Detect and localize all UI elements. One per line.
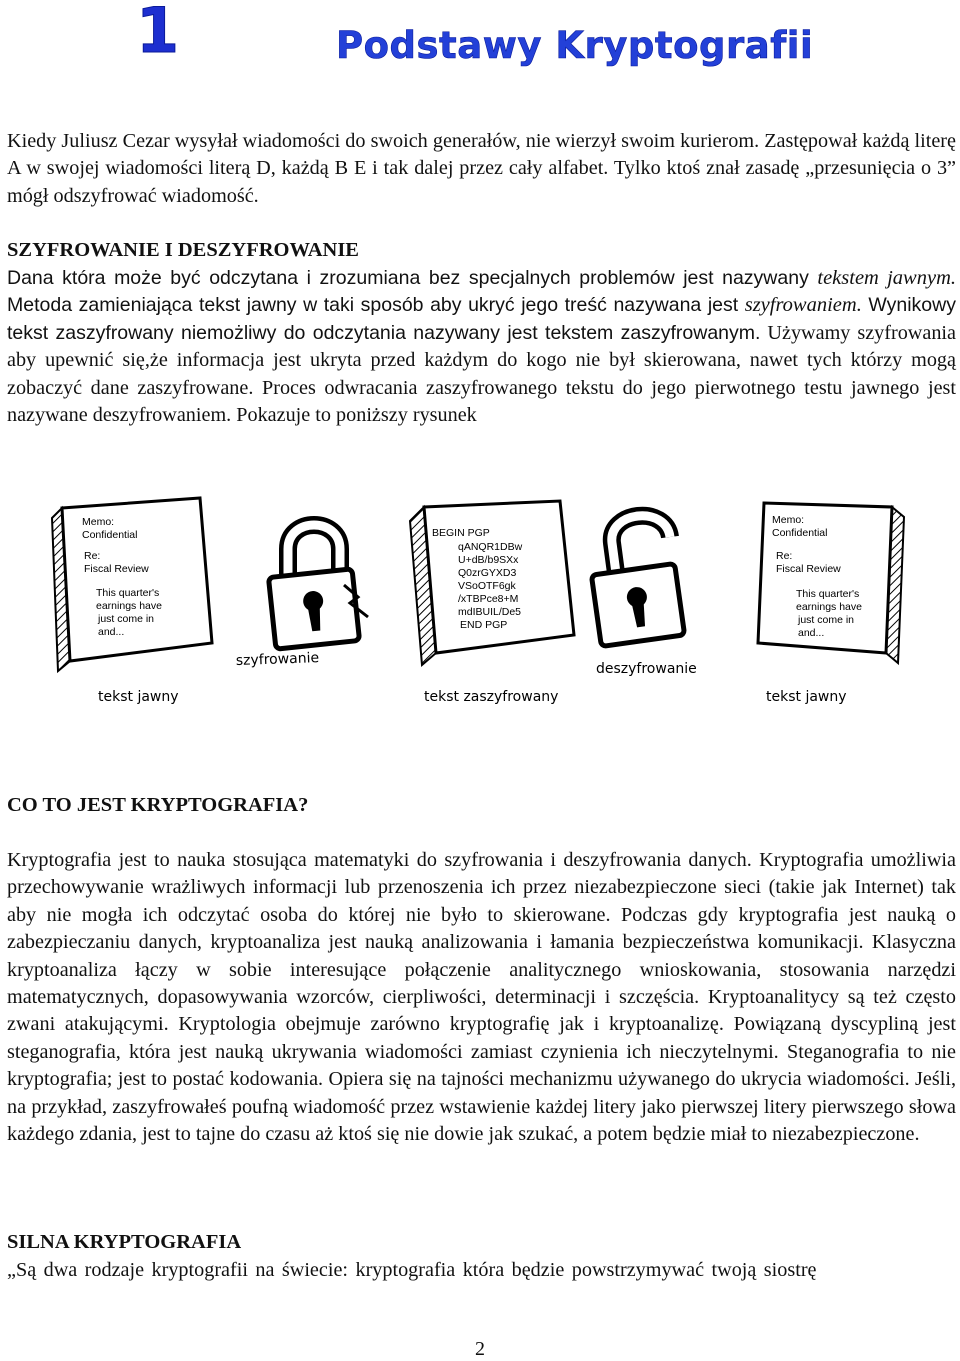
closed-lock-icon [268, 525, 368, 649]
doc-line: earnings have [96, 600, 162, 612]
intro-paragraph: Kiedy Juliusz Cezar wysyłał wiadomości do swoich generałów, nie wierzył swoim kurierom. Zastępował każdą literę A w swojej wiadomości literą D, każdą B E i tak dalej przez cały alfabet. Tylko ktoś znał zasadę „przesunięcia o 3” mógł odszyfrować wiadomość. [7, 130, 956, 207]
doc-line: This quarter's [796, 588, 860, 600]
term-plaintext: tekstem jawnym. [817, 267, 956, 289]
encryption-diagram [40, 493, 940, 723]
doc-line: Fiscal Review [776, 563, 841, 575]
doc-line: U+dB/b9SXx [458, 554, 519, 566]
doc-line: just come in [98, 613, 155, 625]
caption-plaintext-left: tekst jawny [98, 689, 179, 705]
section-heading-what-is-cryptography: CO TO JEST KRYPTOGRAFIA? [7, 794, 309, 816]
doc-line: Fiscal Review [84, 563, 149, 575]
plaintext-document-right [758, 503, 904, 663]
doc-line: and... [98, 626, 125, 638]
doc-line: /xTBPce8+M [458, 593, 519, 605]
paragraph-text: Używamy szyfrowania aby upewnić się,że informacja jest ukryta przed każdym do kogo nie był skierowana, nawet tych którzy mogą zobaczyć dane zaszyfrowane. Proces odwracania zaszyfrowanego tekstu do jego pierwotnego testu jawnego jest nazywane deszyfrowaniem. Pokazuje to poniższy rysunek [7, 321, 956, 427]
section-heading-encryption: SZYFROWANIE I DESZYFROWANIE [7, 239, 359, 261]
paragraph-text: Dana która może być odczytana i zrozumiana bez specjalnych problemów jest nazywany [7, 267, 818, 289]
doc-line: and... [798, 627, 825, 639]
label-encryption: szyfrowanie [235, 650, 320, 669]
caption-ciphertext: tekst zaszyfrowany [424, 689, 559, 705]
paragraph-text: Metoda zamieniająca tekst jawny w taki sposób aby ukryć jego treść nazywana jest [7, 294, 745, 317]
doc-line: Memo: [82, 516, 115, 528]
doc-line: qANQR1DBw [458, 541, 523, 553]
strong-cryptography-paragraph: „Są dwa rodzaje kryptografii na świecie: kryptografia która będzie powstrzymywać twoją siostrę [7, 1259, 817, 1281]
doc-line: Re: [84, 550, 101, 562]
term-encryption: szyfrowaniem. [744, 294, 862, 317]
paragraph-text: Wynikowy tekst zaszyfrowany niemożliwy do odczytania nazywany jest tekstem zaszyfrowanym. [7, 294, 956, 344]
ciphertext-document [410, 501, 574, 665]
chapter-header [0, 0, 960, 80]
doc-line: Confidential [82, 529, 138, 541]
doc-line: BEGIN PGP [432, 527, 490, 539]
open-lock-icon [591, 516, 684, 647]
doc-line: This quarter's [96, 587, 160, 599]
chapter-number: 1 [136, 0, 180, 67]
plaintext-document-left [52, 498, 212, 671]
section-heading-strong-cryptography: SILNA KRYPTOGRAFIA [7, 1231, 242, 1253]
doc-line: mdIBUIL/De5 [458, 606, 522, 618]
doc-line: VSoOTF6gk [458, 580, 516, 592]
doc-line: just come in [798, 614, 855, 626]
doc-line: Memo: [772, 514, 805, 526]
caption-plaintext-right: tekst jawny [766, 689, 847, 705]
doc-line: Re: [776, 550, 793, 562]
label-decryption: deszyfrowanie [596, 661, 697, 677]
chapter-title: Podstawy Kryptografii [336, 24, 814, 67]
doc-line: Q0zrGYXD3 [458, 567, 517, 579]
encryption-paragraph [7, 265, 956, 429]
doc-line: Confidential [772, 527, 828, 539]
page-number: 2 [475, 1338, 485, 1360]
doc-line: earnings have [796, 601, 862, 613]
doc-line: END PGP [460, 619, 508, 631]
cryptography-paragraph: Kryptografia jest to nauka stosująca matematyki do szyfrowania i deszyfrowania danych. Kryptografia umożliwia przechowywanie wrażliwych informacji lub przenoszenia ich przez niezabezpieczone sieci (takie jak Internet) tak aby nie mogła ich odczytać osoba do której nie było to skierowane. Podczas gdy kryptografia jest nauką o zabezpieczaniu danych, kryptoanaliza jest nauką analizowania i łamania bezpieczeństwa komunikacji. Klasyczna kryptoanaliza łączy w sobie interesujące połączenie analitycznego wnioskowania, stosowania narzędzi matematycznych, dopasowywania wzorców, cierpliwości, determinacji i szczęścia. Kryptoanalitycy są też często zwani atakującymi. Kryptologia obejmuje zarówno kryptografię jak i kryptoanalizę. Powiązaną dyscypliną jest steganografia, która jest nauką ukrywania wiadomości zamiast czynienia ich nieczytelnymi. Steganografia to nie kryptografia; jest to postać kodowania. Opiera się na tajności mechanizmu używanego do ukrycia wiadomości. Jeśli, na przykład, zaszyfrowałeś poufną wiadomość przez wstawienie każdej litery jako pierwszej litery pierwszego słowa każdego zdania, jest to tajne do czasu aż ktoś się nie dowie jak szukać, a potem będzie miał to niezabezpieczone. [7, 849, 956, 1146]
